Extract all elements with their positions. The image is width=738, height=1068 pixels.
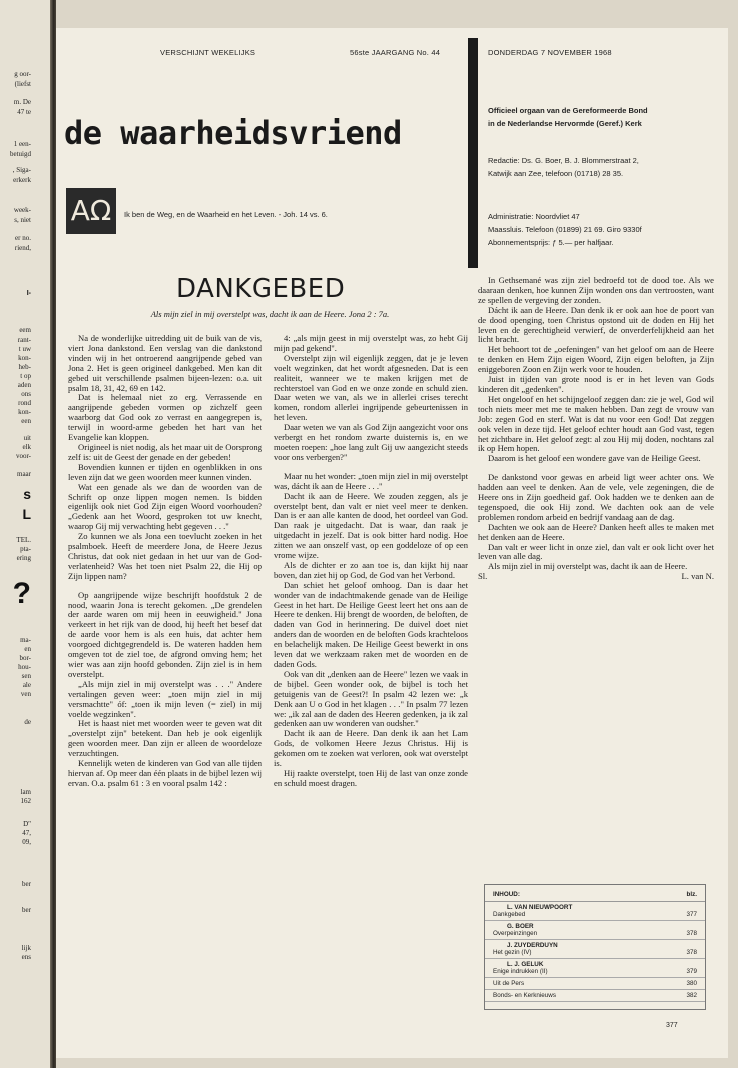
margin-fragment: ens [21, 953, 31, 961]
toc-entry [493, 923, 537, 937]
signature-line [478, 572, 714, 582]
article-paragraph: Wat een genade als we dan de woorden van de Schrift op onze lippen mogen nemen. Is bidden eigenlijk ook niet God Zijn eigen Woord voorhouden? „Gedenk aan het Woord, gesproken tot uw knecht, waarop Gij mij verwachting hebt gegeven . . ." [68, 481, 262, 532]
article-column-3 [478, 276, 714, 582]
article-paragraph: Origineel is niet nodig, als het maar uit de Oorsprong zelf is: uit de Geest der genade en der gebeden! [68, 441, 262, 462]
signature-left: Sl. [478, 571, 488, 582]
article-paragraph: „Als mijn ziel in mij overstelpt was . . ." Andere vertalingen geven weer: „toen mijn ziel in mij versmachtte" óf: „toen ik mijn leven (= ziel) in mij voelde wegzinken". [68, 678, 262, 719]
toc-author: G. BOER [507, 923, 534, 930]
article-paragraph: Zo kunnen we als Jona een toevlucht zoeken in het psalmboek. Heeft de meerdere Jona, de Heere Jezus Christus, dat ook niet gedaan in het uur van de God-verlatenheid? Was het toen niet Psalm 22, die Hij op Zijn lippen nam? [68, 531, 262, 581]
toc-entry [493, 904, 572, 918]
margin-fragment: t uw [18, 345, 31, 353]
margin-fragment: TEL. [16, 536, 31, 544]
toc-page: 378 [686, 930, 697, 937]
article-paragraph: Als de dichter er zo aan toe is, dan kijkt hij naar boven, dan ziet hij op God, de God van het Verbond. [274, 559, 468, 580]
article-paragraph: Als mijn ziel in mij overstelpt was, dacht ik aan de Heere. [488, 561, 688, 572]
article-paragraph: Het ongeloof en het schijngeloof zeggen dan: zie je wel, God wil toch niets meer met me te maken hebben. Dan zegt de vrouw van Job: zegen God en sterf. Wat is dat nu voor een God! Dat zeggen ook velen in deze tijd. Het geloof echter houdt aan God vast, tegen het zichtbare in. Het geloof zegt: al zou Hij mij doden, nochtans zal ik op Hem hopen. [478, 393, 714, 454]
toc-page-heading: blz. [686, 891, 697, 898]
margin-fragment: eem [19, 326, 31, 334]
margin-fragment: erkerk [13, 176, 31, 184]
toc-author: J. ZUYDERDUYN [507, 942, 558, 949]
margin-fragment: rond [18, 399, 31, 407]
organ-line-2: in de Nederlandse Hervormde (Geref.) Kerk [488, 119, 642, 128]
toc-row [485, 959, 705, 978]
toc-entry [493, 980, 524, 987]
article-paragraph: Op aangrijpende wijze beschrijft hoofdstuk 2 de nood, waarin Jona is terecht gekomen. „De grendelen der aarde waren om mij heen in eeuwigheid." Jona verkeert in het rijk van de dood, hij heeft het besef dat de aarde voor hem is als een huis, dat achter hem voorgoed dichtgegrendeld is. De wateren hadden hem omgeven tot de ziel toe, de afgrond omving hem; het wier was aan zijn hoofd gebonden. Zijn ziel is in hem overstelpt. [68, 589, 262, 679]
margin-fragment: ven [20, 690, 31, 698]
header-date: DONDERDAG 7 NOVEMBER 1968 [488, 48, 612, 57]
toc-page: 377 [686, 911, 697, 918]
left-margin-previous-page [0, 0, 52, 1068]
margin-fragment: L [22, 506, 31, 522]
toc-entry [493, 992, 556, 999]
administration-info [488, 210, 642, 249]
margin-fragment: g oor- [14, 70, 31, 78]
margin-fragment: ma- [20, 636, 31, 644]
article-paragraph: Bovendien kunnen er tijden en ogenblikken in ons leven zijn dat we geen woorden meer kunnen vinden. [68, 461, 262, 482]
article-subtitle: Als mijn ziel in mij overstelpt was, dacht ik aan de Heere. Jona 2 : 7a. [150, 309, 390, 319]
admin-line-2: Maassluis. Telefoon (01899) 21 69. Giro 9330f [488, 225, 642, 234]
signature-author: L. van N. [681, 571, 714, 582]
official-organ-info [488, 104, 648, 130]
article-paragraph: Ook van dit „denken aan de Heere" lezen we vaak in de bijbel. Geen wonder ook, de bijbel is toch het getuigenis van de Geest?! In psalm 42 lezen we: „k Denk aan U o God in het klagen . . ." In psalm 77 lezen we: „ik zal aan de daden des Heeren gedenken, ja ik zal gedenken aan uw wonderen van oudsher." [274, 668, 468, 729]
margin-fragment: ber [22, 906, 31, 914]
toc-row [485, 902, 705, 921]
article-paragraph: In Gethsemané was zijn ziel bedroefd tot de dood toe. Als we daaraan denken, hoe kunnen Zijn wonden ons dan vertroosten, want ze spellen de vergeving der zonden. [478, 275, 714, 305]
header-volume: 56ste JAARGANG No. 44 [350, 48, 441, 57]
article-paragraph: Dan valt er weer licht in onze ziel, dan valt er ook licht over het leven van alle dag. [478, 541, 714, 562]
margin-fragment: pta- [20, 545, 31, 553]
margin-fragment: riend, [14, 244, 31, 252]
margin-fragment: , Siga- [12, 166, 31, 174]
margin-fragment: I- [26, 290, 31, 297]
article-paragraph: Het is haast niet met woorden weer te geven wat dit „overstelpt zijn" betekent. Dan heb je ook eigenlijk geen woorden meer. Dan zijn er alleen de woordeloze verzuchtingen. [68, 718, 262, 759]
margin-fragment: betuigd [10, 150, 31, 158]
article-paragraph: Juist in tijden van grote nood is er in het leven van Gods kinderen dit „gedenken". [478, 374, 714, 394]
page-number: 377 [666, 1022, 678, 1029]
article-headline: DANKGEBED [176, 274, 346, 304]
toc-entry [493, 942, 558, 956]
toc-page: 379 [686, 968, 697, 975]
margin-fragment: uit [23, 434, 31, 442]
redaction-info [488, 154, 639, 180]
margin-fragment: voor- [15, 452, 31, 460]
margin-fragment: er no. [15, 234, 31, 242]
toc-row [485, 921, 705, 940]
article-paragraph: Maar nu het wonder: „toen mijn ziel in mij overstelpt was, dácht ik aan de Heere . . ." [274, 470, 468, 491]
toc-title: Dankgebed [493, 911, 526, 918]
alpha-omega-logo: AΩ [66, 188, 116, 234]
toc-row [485, 990, 705, 1002]
article-paragraph: Dachten we ook aan de Heere? Danken heeft alles te maken met het denken aan de Heere. [478, 521, 714, 542]
toc-title: Overpeinzingen [493, 930, 538, 937]
article-paragraph: Het behoort tot de „oefeningen" van het geloof om aan de Heere te denken en Hem Zijn eigen Woord, Zijn eigen beloften, ja Zijn eniggeboren Zoon en Zijn werk voor te houden. [478, 344, 714, 375]
margin-fragment: D" [23, 820, 31, 828]
margin-fragment: maar [17, 470, 31, 478]
header-frequency: VERSCHIJNT WEKELIJKS [160, 48, 256, 57]
article-paragraph: Dan schiet het geloof omhoog. Dan is daar het wonder van de indachtmakende genade van de Heilige Geest in het hart. De Heilige Geest leert het ons aan de Heere te denken. Hij brengt de woorden, de beloften, de daden van God in herinnering. De duivel doet niet anders dan de woorden en de beloften Gods krachteloos en belachelijk maken. De Heilige Geest bewerkt in ons leven dat we werkzaam raken met de woorden en de daden Gods. [274, 579, 468, 669]
table-of-contents [484, 884, 706, 1010]
margin-fragment: een [21, 417, 31, 425]
toc-title: Uit de Pers [493, 980, 525, 987]
toc-title: Het gezin (IV) [493, 949, 532, 956]
margin-fragment: bor- [19, 654, 31, 662]
article-paragraph: Hij raakte overstelpt, toen Hij de last van onze zonde en schuld moest dragen. [274, 767, 468, 788]
admin-line-3: Abonnementsprijs: ƒ 5.— per halfjaar. [488, 238, 614, 247]
article-paragraph: 4: „als mijn geest in mij overstelpt was, zo hebt Gij mijn pad gekend". [274, 333, 468, 353]
article-paragraph: De dankstond voor gewas en arbeid ligt weer achter ons. We hadden aan veel te denken. Aan de vele, vele zegeningen, die de Heere ons in Zijn goedheid gaf. Ook hadden we te denken aan de tegenspoed, die ook Hij zond. We dachten ook aan de vele problemen rondom arbeid en bedrijf vandaag aan de dag. [478, 472, 714, 522]
margin-fragment: 162 [20, 797, 31, 805]
margin-fragment: heb- [18, 363, 31, 371]
organ-line-1: Officieel orgaan van de Gereformeerde Bond [488, 106, 648, 115]
toc-title: Enige indrukken (II) [493, 968, 548, 975]
margin-fragment: s, niet [14, 216, 31, 224]
margin-fragment: s [23, 486, 31, 502]
article-paragraph: Dat is helemaal niet zo erg. Verrassende en aangrijpende gebeden vormen op zichzelf geen waarborg dat God ook zo verrast en aangegrepen is, terwijl in woord-arme gebeden het hart van het Evangelie kan kloppen. [68, 392, 262, 443]
toc-row [485, 978, 705, 990]
margin-fragment: ber [22, 880, 31, 888]
toc-page: 382 [686, 992, 697, 999]
article-column-2 [274, 334, 468, 789]
margin-fragment: 47, [22, 829, 31, 837]
margin-fragment: aden [17, 381, 31, 389]
article-paragraph: Kennelijk weten de kinderen van God van alle tijden hiervan af. Op meer dan één plaats in de bijbel lezen wij ervan. O.a. psalm 61 : 3 en vooral psalm 142 : [68, 758, 262, 788]
margin-fragment: rant- [17, 336, 31, 344]
margin-fragment: de [24, 718, 31, 726]
margin-fragment: 09, [22, 838, 31, 846]
article-paragraph: Overstelpt zijn wil eigenlijk zeggen, dat je je leven voelt wegzinken, dat het wordt afgesneden. Dat is een realiteit, wanneer we te maken krijgen met de rechterstoel van God en we onze zonde en schuld zien. Daar weten we van, als we in allerlei crises terecht komen, rondom allerlei ingrijpende gebeurtenissen in het leven. [274, 352, 468, 423]
margin-fragment: en [24, 645, 31, 653]
toc-entry [493, 961, 548, 975]
article-paragraph: Daarom is het geloof een wondere gave van de Heilige Geest. [488, 453, 701, 464]
margin-fragment: ale [22, 681, 31, 689]
admin-line-1: Administratie: Noordvliet 47 [488, 212, 580, 221]
margin-fragment: sen [21, 672, 31, 680]
margin-fragment: (liefst [14, 80, 31, 88]
margin-fragment: ons [21, 390, 31, 398]
margin-fragment: 1 een- [13, 140, 31, 148]
margin-fragment: kon- [18, 354, 31, 362]
margin-fragment: elk [22, 443, 31, 451]
redaction-line-1: Redactie: Ds. G. Boer, B. J. Blommerstraat 2, [488, 156, 639, 165]
margin-fragment: ? [12, 577, 31, 610]
margin-fragment: hou- [18, 663, 31, 671]
margin-fragment: ering [16, 554, 31, 562]
margin-fragment: week- [13, 206, 31, 214]
toc-author: L. J. GELUK [507, 961, 544, 968]
article-paragraph: Na de wonderlijke uitredding uit de buik van de vis, viert Jona dankstond. Een verslag van die dankstond vinden wij in het ontroerend aangrijpende gebed van Jona 2. Het is geen origineel dankgebed. Men kan dit gebed uit verschillende psalmen bijeen-lezen: o.a. uit psalm 18, 31, 42, 69 en 142. [68, 333, 262, 393]
toc-page: 380 [686, 980, 697, 987]
toc-row [485, 940, 705, 959]
toc-author: L. VAN NIEUWPOORT [507, 904, 573, 911]
masthead-motto: Ik ben de Weg, en de Waarheid en het Leven. - Joh. 14 vs. 6. [124, 210, 328, 219]
article-paragraph: Dacht ik aan de Heere. We zouden zeggen, als je overstelpt bent, dan valt er niet veel meer te denken. Dan is er aan alle kanten de dood, het oordeel van God. Dan raak je uitgedacht. Dat is waar, dan raak je uitgedacht in jezelf. Dat is ook bitter hard nodig. Hoe zitten we aan onszelf vast, op een goddeloze of op een vrome wijze. [274, 490, 468, 561]
margin-fragment: 47 te [17, 108, 31, 116]
margin-fragment: m. De [13, 98, 31, 106]
article-paragraph: Dácht ik aan de Heere. Dan denk ik er ook aan hoe de poort van de dood openging, toen Christus opstond uit de doden en Hij het leven en de gerechtigheid verwierf, de onverderfelijkheid aan het licht bracht. [478, 304, 714, 345]
article-paragraph: Daar weten we van als God Zijn aangezicht voor ons verbergt en het rondom zwarte duisternis is, en we moeten roepen: „hoe lang zult Gij uw aangezicht steeds voor ons verbergen?" [274, 422, 468, 462]
masthead-divider-bar [468, 38, 478, 268]
margin-fragment: kon- [18, 408, 31, 416]
masthead-title: de waarheidsvriend [64, 114, 402, 152]
redaction-line-2: Katwijk aan Zee, telefoon (01718) 28 35. [488, 169, 624, 178]
article-paragraph: Dacht ik aan de Heere. Dan denk ik aan het Lam Gods, de volkomen Heere Jezus Christus. Hij is gekomen om te zoeken wat verloren, ook wat overstelpt is. [274, 728, 468, 769]
toc-page: 378 [686, 949, 697, 956]
newspaper-page [56, 28, 728, 1058]
toc-heading: INHOUD: [493, 891, 520, 898]
toc-title: Bonds- en Kerknieuws [493, 992, 557, 999]
article-column-1 [68, 334, 262, 789]
margin-fragment: lijk [21, 944, 31, 952]
margin-fragment: t op [20, 372, 31, 380]
margin-fragment: lam [20, 788, 31, 796]
toc-header [485, 885, 705, 902]
